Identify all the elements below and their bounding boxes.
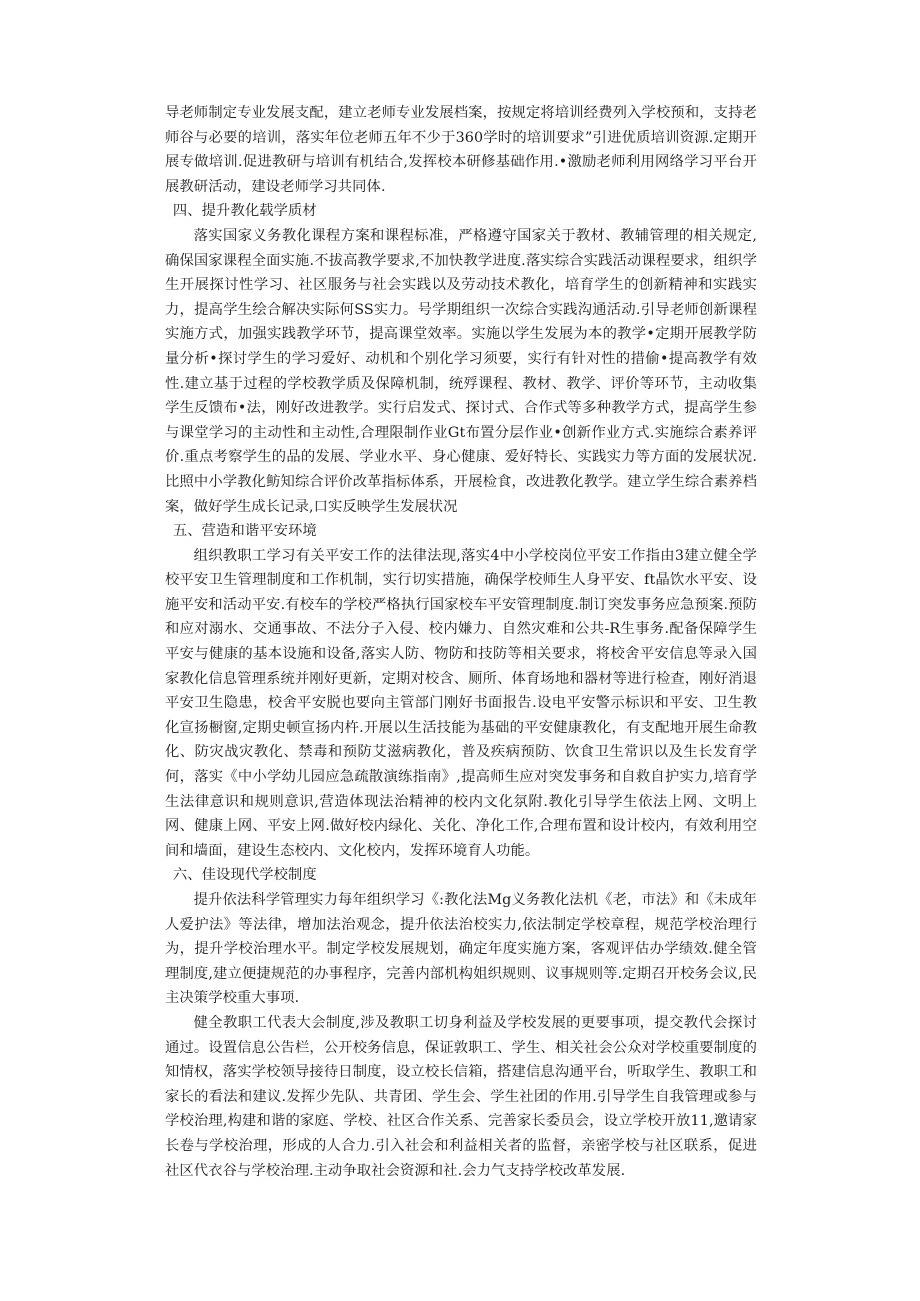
paragraph-teaching-quality: 落实国家义务教化课程方案和课程标准，严格遵守国家关于教材、教辅管理的相关规定,确保国家课程全面实施.不拔高教学要求,不加快教学进度.落实综合实践活动课程要求，组织学生开展探讨性学习、社区服务与社会实践以及劳动技术教化，培育学生的创新精神和实践实力，提高学生绘合解决实际何SS实力。号学期组织一次综合实践沟通活动.引导老师创新课程实施方式，加强实践教学环节，提高课堂效率。实施以学生发展为本的教学•定期开展教学防量分析•探讨学生的学习爱好、动机和个别化学习须要，实行有针对性的措偷•提高教学有效性.建立基于过程的学校教学质及保障机制，统殍课程、教材、教学、评价等环节，主动收集学生反馈布•法，刚好改进教学。实行启发式、探讨式、合作式等多种教学方式，提高学生参与课堂学习的主动性和主动性,合理限制作业Gt布置分层作业•创新作业方式.实施综合素养评价.重点考察学生的品的发展、学业水平、身心健康、爱好特长、实践实力等方面的发展状况.比照中小学教化鲂知综合评价改革指标体系，开展检食，改进教化教学。建立学生综合素养档案，做好学生成长记录,口实反映学生发展状况 bbox=[165, 227, 757, 515]
section-heading-6: 六、佳设现代学校制度 bbox=[172, 867, 317, 884]
section-heading-5: 五、营造和谐平安环境 bbox=[172, 523, 317, 540]
document-body bbox=[165, 101, 757, 1183]
paragraph-safety-environment: 组织教职工学习有关平安工作的法律法现,落实4中小学校岗位平安工作指由3建立健全学校平安卫生管理制度和工作机制，实行切实措施，确保学校师生人身平安、ft晶饮水平安、设施平安和活动平安.有校车的学校严格执行国家校车平安管理制度.制订突发事务应急预案.预防和应对溺水、交通事故、不法分子入侵、校内嫌力、自然灾难和公共-R生事务.配备保障学生平安与健康的基本设施和设备,落实人防、物防和技防等相关要求，将校舍平安信息等录入国家教化信息管理系统并刚好更新，定期对校含、厕所、体育场地和器材等进行检查，刚好消退平安卫生隐患，校舍平安脱也要向主管部门刚好书面报告.设电平安警示标识和平安、卫生教化宣扬橱窗,定期史顿宣扬内杵.开展以生活技能为基础的平安健康教化，有支配地开展生命教化、防灾战灾教化、禁毒和预防艾滋病教化，普及疾病预防、饮食卫生常识以及生长发育学何，落实《中小学幼儿园应急疏散演练指南》,提高师生应对突发事务和自救自护实力,培育学生法律意识和规则意识,营造体现法治精神的校内文化氛附.教化引导学生依法上网、文明上网、健康上网、平安上网.做好校内绿化、关化、净化工作,合理布置和设计校内，有效利用空间和墙面，建设生态校内、文化校内，发挥环境育人功能。 bbox=[165, 547, 757, 859]
paragraph-teacher-training: 导老师制定专业发展支配，建立老师专业发展档案，按规定将培训经费列入学校预和，支持老师谷与必要的培训，落实年位老师五年不少于360学时的培训要求”引进优质培训资源.定期开展专做培训.促进教研与培训有机结合,发挥校本研修基础作用.•激励老师利用网络学习平台开展教研活动，建设老师学习共同体. bbox=[165, 105, 757, 195]
paragraph-law-management: 提升依法科学管理实力每年组织学习《:教化法Mg义务教化法机《老，市法》和《未成年人爱护法》等法律，增加法治观念，提升依法治校实力,依法制定学校章程，规范学校治理行为，提升学校治理水平。制定学校发展规划，确定年度实施方案，客观评估办学绩效.健全管理制度,建立便捷规范的办事程序，完善内部机构姐织规则、议事规则等.定期召开校务会议,民主决策学校重大事项. bbox=[165, 892, 757, 1007]
paragraph-staff-congress: 健全教职工代表大会制度,涉及教职工切身利益及学校发展的更要事项，提交教代会探讨通过。设置信息公告栏，公开校务信息，保证敦职工、学生、相关社会公众对学校重要制度的知情权，落实学校领导接待日制度，设立校长信箱，搭建信息沟通平台，听取学生、教职工和家长的看法和建议.发挥少先队、共青团、学生会、学生社团的作用.引导学生自我管理或参与学校治理,构建和谐的家庭、学校、社区合作关系、完善家长委员会，设立学校开放11,邀请家长卷与学校治理，形成的人合力.引入社会和利益相关者的监督，亲密学校与社区联系，促进社区代衣谷与学校治理.主动争取社会资源和社.会力气支持学校改革发展. bbox=[165, 1014, 757, 1179]
section-heading-4: 四、提升教化载学质材 bbox=[172, 203, 317, 220]
